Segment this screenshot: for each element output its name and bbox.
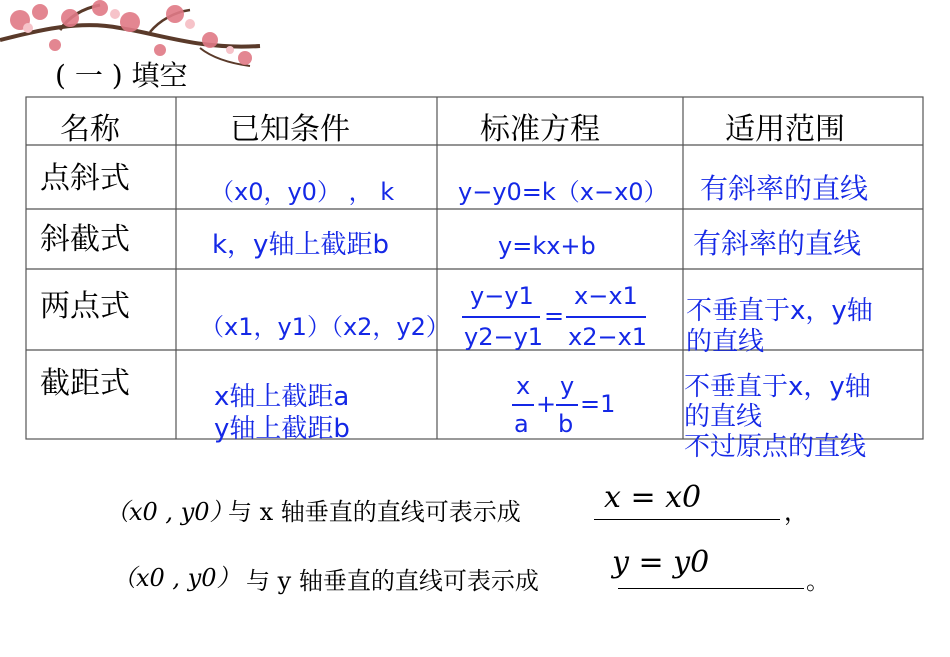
row-name-slope-intercept: 斜截式 — [40, 222, 130, 257]
intercept-rhs: =1 — [580, 390, 616, 418]
two-point-equals: = — [544, 302, 565, 330]
condition-two-point: （x1，y1）（x2，y2） — [200, 313, 450, 341]
equation-point-slope: y−y0=k（x−x0） — [458, 178, 668, 206]
two-point-right-numerator: x−x1 — [574, 282, 638, 310]
intercept-plus: + — [536, 390, 557, 418]
question-2-text: 与 y 轴垂直的直线可表示成 — [246, 567, 539, 595]
equation-slope-intercept: y=kx+b — [498, 232, 596, 260]
intercept-x-denominator: a — [514, 410, 529, 438]
question-2-answer-blank — [618, 588, 804, 589]
two-point-left-fraction-bar — [462, 316, 540, 318]
header-scope: 适用范围 — [725, 112, 845, 147]
header-equation: 标准方程 — [480, 112, 600, 147]
condition-intercept-line1: x轴上截距a — [214, 382, 350, 412]
intercept-y-numerator: y — [560, 372, 575, 400]
intercept-x-numerator: x — [516, 372, 531, 400]
header-name: 名称 — [60, 112, 120, 147]
two-point-right-denominator: x2−x1 — [568, 323, 648, 351]
section-title: ( 一 ) 填空 — [55, 59, 188, 92]
scope-point-slope: 有斜率的直线 — [700, 172, 869, 205]
row-name-two-point: 两点式 — [40, 289, 130, 324]
scope-slope-intercept: 有斜率的直线 — [693, 227, 862, 260]
intercept-y-fraction-bar — [556, 404, 578, 406]
two-point-right-fraction-bar — [566, 316, 646, 318]
condition-intercept-line2: y轴上截距b — [214, 414, 350, 444]
scope-intercept-line1: 不垂直于x，y轴 — [684, 372, 871, 402]
scope-two-point-line1: 不垂直于x，y轴 — [686, 296, 873, 326]
question-1-answer-blank — [594, 519, 780, 520]
question-1-point: （x0 , y0） — [105, 498, 234, 526]
row-name-intercept: 截距式 — [40, 366, 130, 401]
condition-point-slope: （x0，y0） ， k — [210, 178, 395, 206]
question-1-text: 与 x 轴垂直的直线可表示成 — [228, 498, 521, 526]
question-1-answer[interactable]: x = x0 — [604, 480, 702, 515]
two-point-left-denominator: y2−y1 — [464, 323, 544, 351]
question-2-point: （x0 , y0） — [112, 564, 241, 592]
scope-intercept-line3: 不过原点的直线 — [684, 432, 867, 462]
question-1-end: ， — [784, 498, 808, 526]
scope-two-point-line2: 的直线 — [686, 327, 765, 357]
row-name-point-slope: 点斜式 — [40, 161, 130, 196]
condition-slope-intercept: k，y轴上截距b — [212, 230, 389, 260]
intercept-y-denominator: b — [558, 410, 574, 438]
question-2-answer[interactable]: y = y0 — [612, 545, 710, 580]
two-point-left-numerator: y−y1 — [470, 282, 534, 310]
intercept-x-fraction-bar — [512, 404, 534, 406]
scope-intercept-line2: 的直线 — [684, 402, 763, 432]
question-2-end: 。 — [806, 567, 830, 595]
header-condition: 已知条件 — [230, 112, 350, 147]
